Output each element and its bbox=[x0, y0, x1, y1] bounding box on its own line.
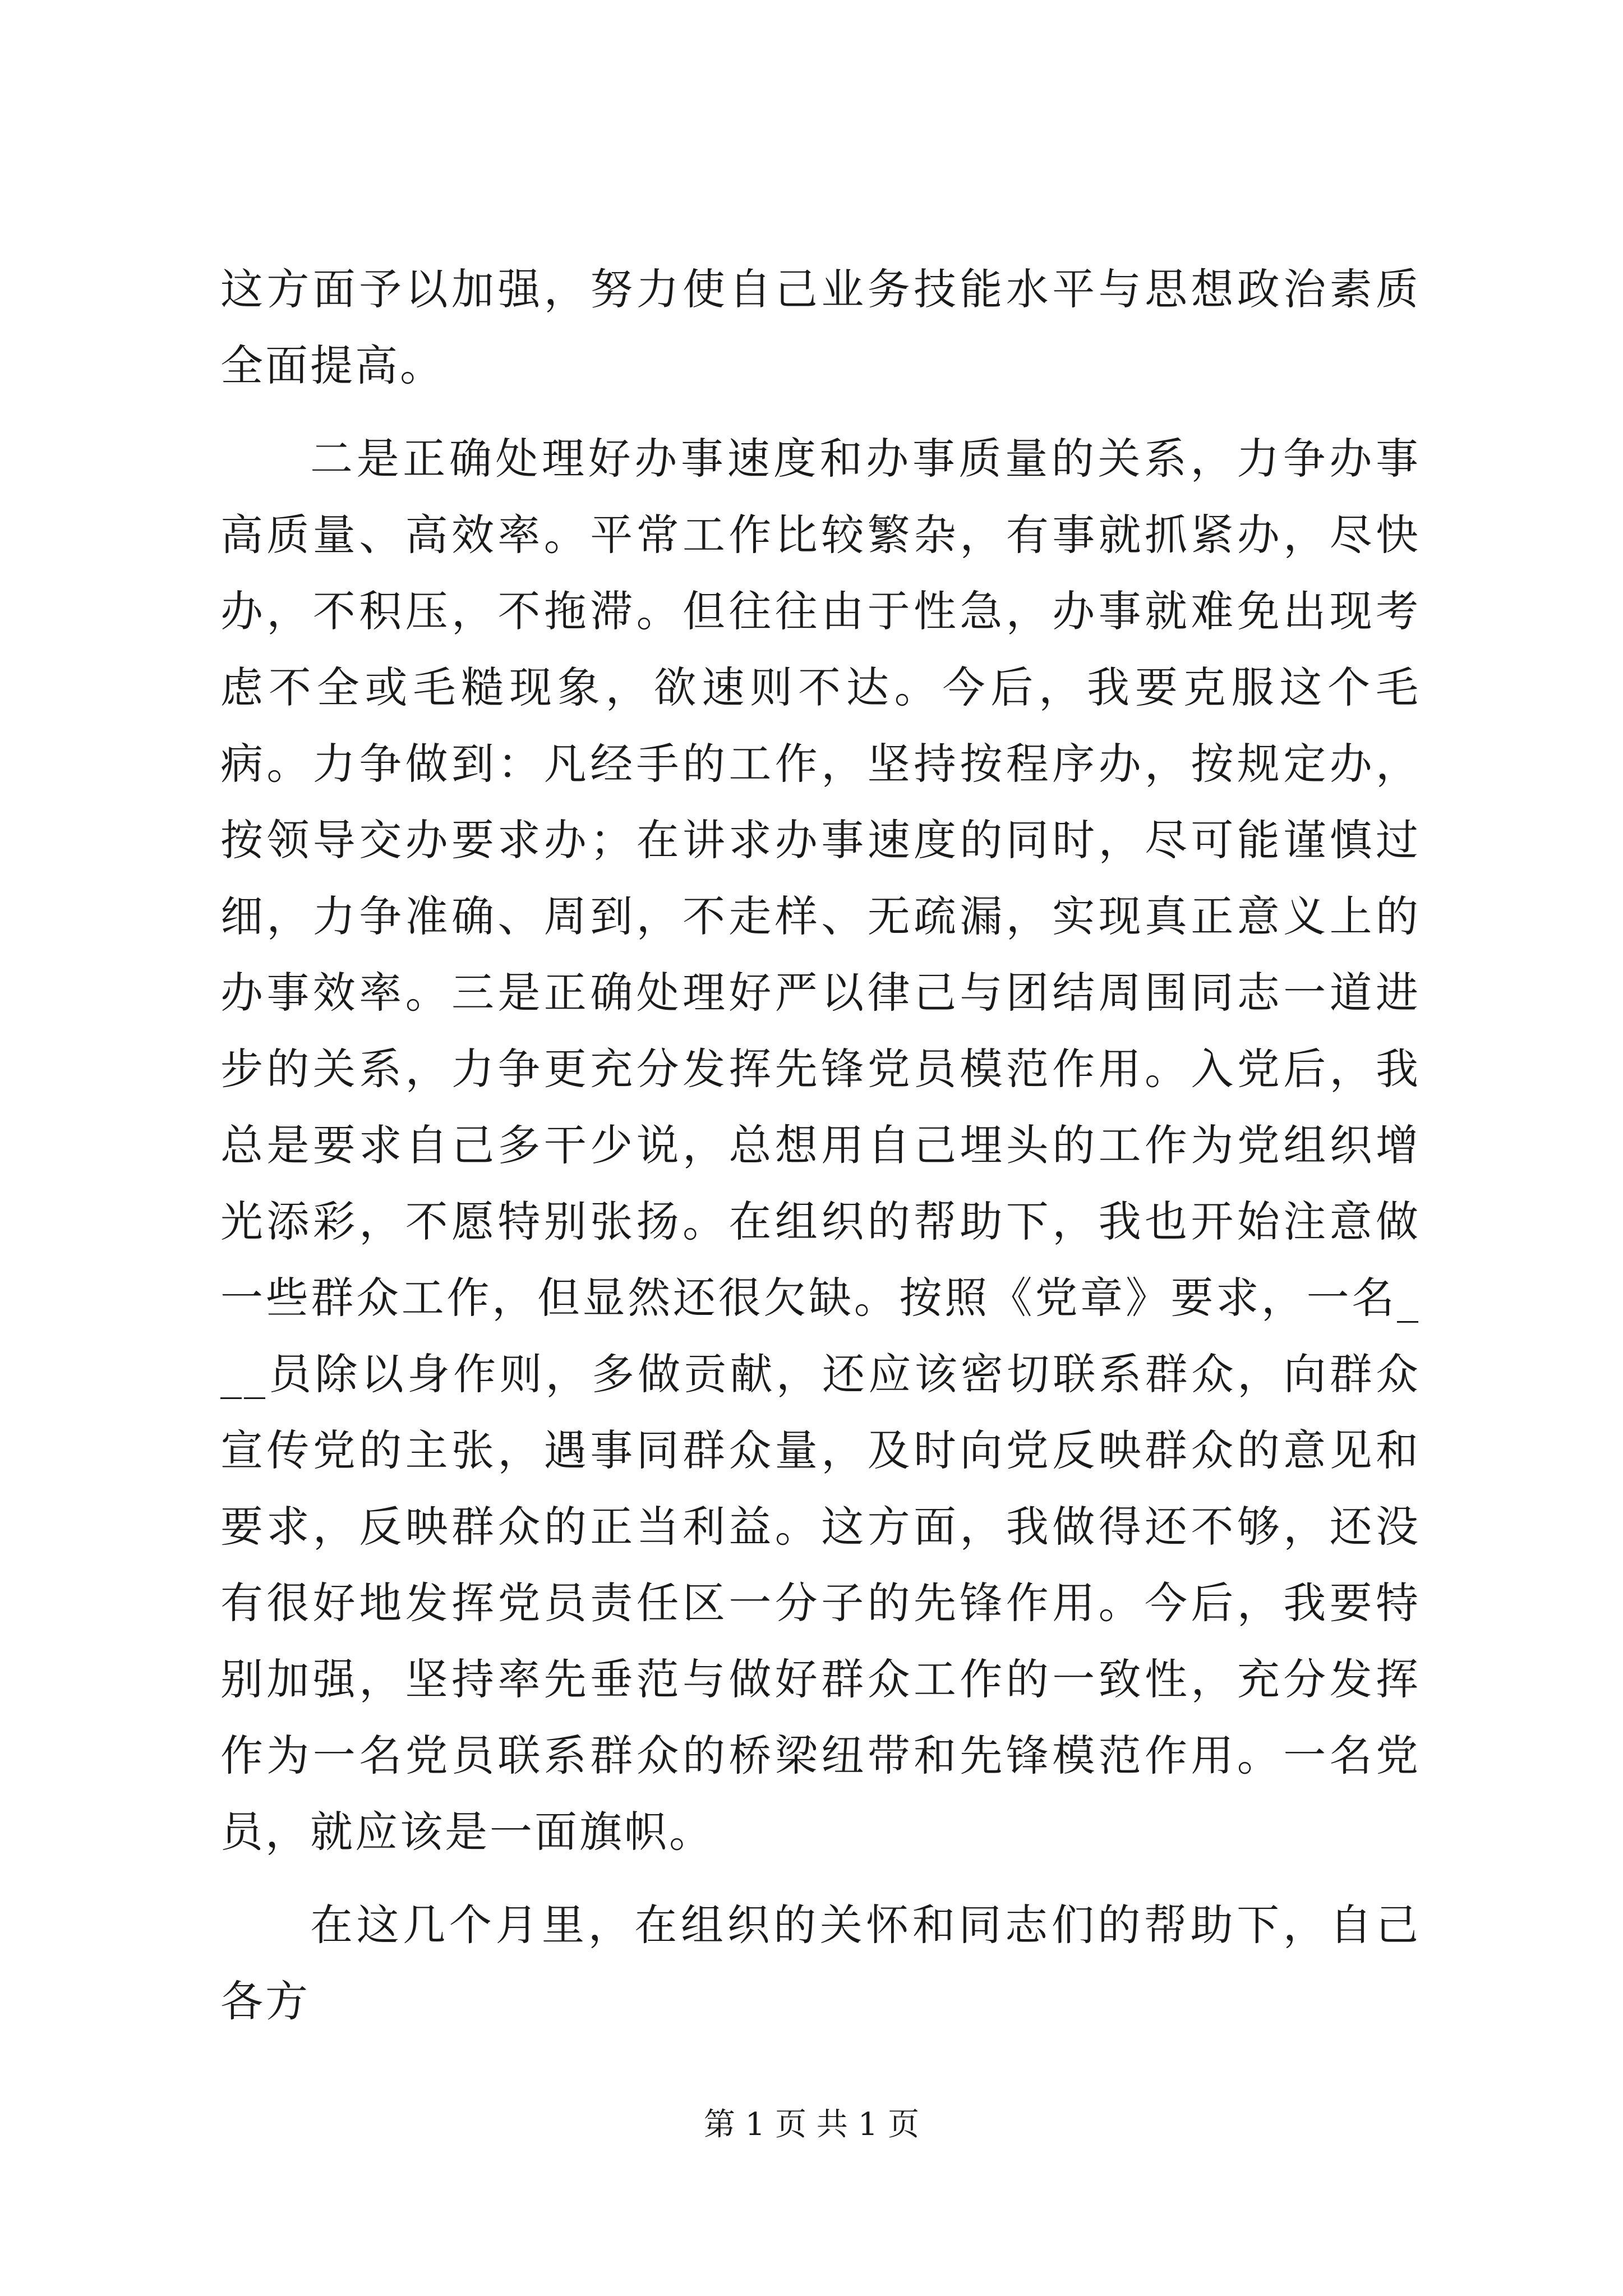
paragraph-3: 在这几个月里，在组织的关怀和同志们的帮助下，自己各方 bbox=[220, 1900, 1421, 2026]
paragraph-1: 这方面予以加强，努力使自己业务技能水平与思想政治素质全面提高。 bbox=[220, 264, 1421, 390]
paragraph-2: 二是正确处理好办事速度和办事质量的关系，力争办事高质量、高效率。平常工作比较繁杂，有事就抓紧办，尽快办，不积压，不拖滞。但往往由于性急，办事就难免出现考虑不全或毛糙现象，欲速则不达。今后，我要克服这个毛病。力争做到：凡经手的工作，坚持按程序办，按规定办，按领导交办要求办；在讲求办事速度的同时，尽可能谨慎过细，力争准确、周到，不走样、无疏漏，实现真正意义上的办事效率。三是正确处理好严以律己与团结周围同志一道进步的关系，力争更充分发挥先锋党员模范作用。入党后，我总是要求自己多干少说，总想用自己埋头的工作为党组织增光添彩，不愿特别张扬。在组织的帮助下，我也开始注意做一些群众工作，但显然还很欠缺。按照《党章》要求，一名___员除以身作则，多做贡献，还应该密切联系群众，向群众宣传党的主张，遇事同群众量，及时向党反映群众的意见和要求，反映群众的正当利益。这方面，我做得还不够，还没有很好地发挥党员责任区一分子的先锋作用。今后，我要特别加强，坚持率先垂范与做好群众工作的一致性，充分发挥作为一名党员联系群众的桥梁纽带和先锋模范作用。一名党员，就应该是一面旗帜。 bbox=[220, 434, 1421, 1857]
document-body bbox=[220, 251, 1421, 2040]
page-footer: 第 1 页 共 1 页 bbox=[703, 2106, 920, 2143]
